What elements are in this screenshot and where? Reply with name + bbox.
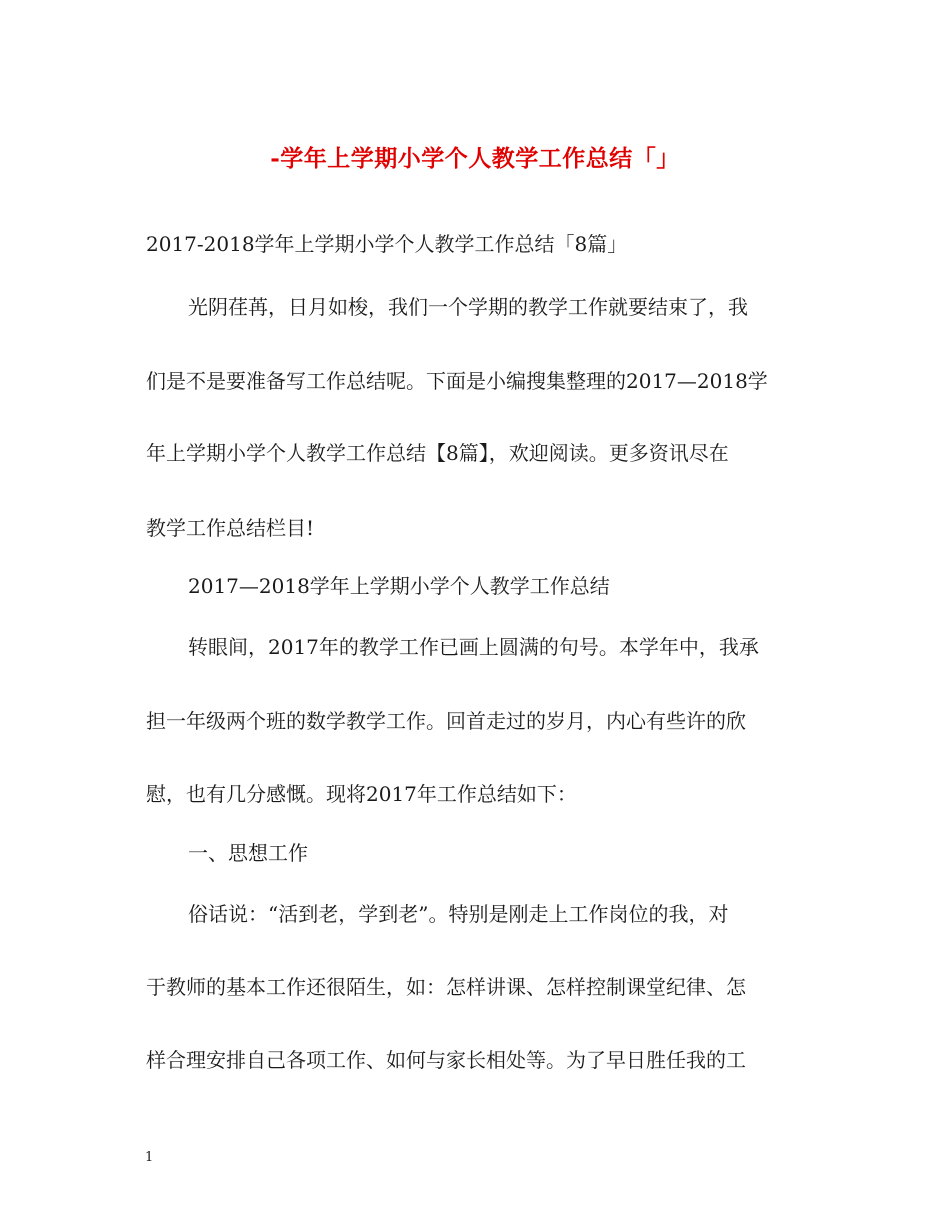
section-heading: 2017—2018学年上学期小学个人教学工作总结 bbox=[188, 574, 610, 598]
page-number: 1 bbox=[145, 1150, 154, 1165]
paragraph-line: 转眼间，2017年的教学工作已画上圆满的句号。本学年中，我承 bbox=[188, 635, 759, 659]
document-title: -学年上学期小学个人教学工作总结「」 bbox=[270, 145, 680, 172]
paragraph-line: 样合理安排自己各项工作、如何与家长相处等。为了早日胜任我的工 bbox=[146, 1048, 746, 1072]
paragraph-line: 年上学期小学个人教学工作总结【8篇】，欢迎阅读。更多资讯尽在 bbox=[146, 441, 729, 465]
paragraph-line: 俗话说：“活到老，学到老”。特别是刚走上工作岗位的我，对 bbox=[188, 902, 729, 926]
paragraph-line: 担一年级两个班的数学教学工作。回首走过的岁月，内心有些许的欣 bbox=[146, 709, 746, 733]
subtitle-line: 2017-2018学年上学期小学个人教学工作总结「8篇」 bbox=[146, 232, 628, 256]
paragraph-line: 们是不是要准备写工作总结呢。下面是小编搜集整理的2017—2018学 bbox=[146, 369, 768, 393]
paragraph-line: 于教师的基本工作还很陌生，如：怎样讲课、怎样控制课堂纪律、怎 bbox=[146, 975, 746, 999]
section-heading: 一、思想工作 bbox=[188, 841, 308, 865]
paragraph-line: 慰，也有几分感慨。现将2017年工作总结如下： bbox=[146, 782, 577, 806]
paragraph-line: 教学工作总结栏目! bbox=[146, 516, 315, 540]
paragraph-line: 光阴荏苒，日月如梭，我们一个学期的教学工作就要结束了，我 bbox=[188, 295, 748, 319]
